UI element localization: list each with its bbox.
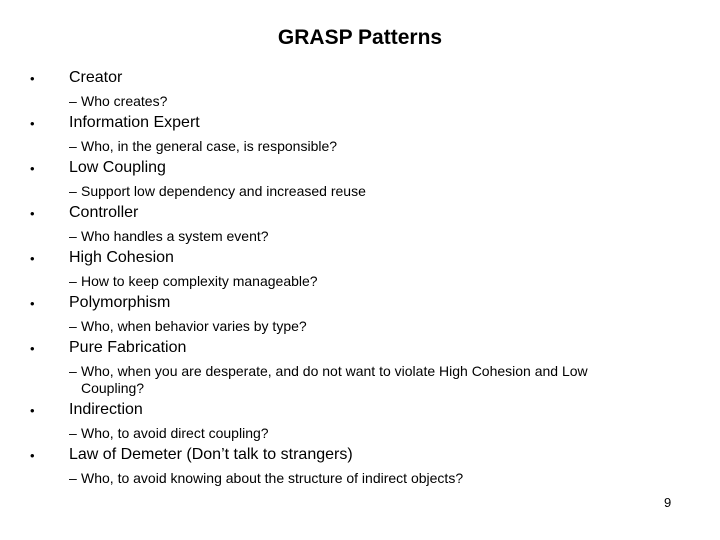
page-number: 9 (664, 495, 672, 510)
item-description: Support low dependency and increased reuse (81, 183, 366, 199)
item-title: Low Coupling (69, 159, 166, 176)
item-description: Who, to avoid direct coupling? (81, 425, 269, 441)
bullet-icon: • (30, 296, 35, 311)
slide-title: GRASP Patterns (277, 26, 443, 49)
bullet-icon: • (30, 71, 35, 86)
item-subtext (69, 470, 641, 487)
dash-icon: – (69, 318, 77, 334)
dash-icon: – (69, 183, 77, 199)
item-title: Information Expert (69, 114, 200, 131)
item-subtext (69, 363, 641, 397)
item-description: Who, when you are desperate, and do not want to violate High Cohesion and Low Coupling? (81, 363, 588, 396)
bullet-icon: • (30, 116, 35, 131)
item-subtext (69, 93, 641, 110)
dash-icon: – (69, 470, 77, 486)
dash-icon: – (69, 138, 77, 154)
item-title: Pure Fabrication (69, 339, 187, 356)
item-title: Law of Demeter (Don’t talk to strangers) (69, 446, 353, 463)
item-subtext (69, 138, 641, 155)
item-subtext (69, 273, 641, 290)
bullet-icon: • (30, 403, 35, 418)
bullet-icon: • (30, 161, 35, 176)
item-description: Who, when behavior varies by type? (81, 318, 307, 334)
item-subtext (69, 228, 641, 245)
item-description: Who, in the general case, is responsible? (81, 138, 338, 154)
bullet-icon: • (30, 448, 35, 463)
bullet-icon: • (30, 341, 35, 356)
item-title: Polymorphism (69, 294, 171, 311)
dash-icon: – (69, 273, 77, 289)
item-subtext (69, 318, 641, 335)
item-subtext (69, 183, 641, 200)
item-description: Who, to avoid knowing about the structure of indirect objects? (81, 470, 464, 486)
bullet-icon: • (30, 251, 35, 266)
item-description: How to keep complexity manageable? (81, 273, 318, 289)
dash-icon: – (69, 228, 77, 244)
item-title: Indirection (69, 401, 143, 418)
item-description: Who creates? (81, 93, 168, 109)
bullet-icon: • (30, 206, 35, 221)
dash-icon: – (69, 425, 77, 441)
item-title: High Cohesion (69, 249, 174, 266)
item-description: Who handles a system event? (81, 228, 269, 244)
item-title: Creator (69, 69, 123, 86)
dash-icon: – (69, 363, 77, 379)
dash-icon: – (69, 93, 77, 109)
item-subtext (69, 425, 641, 442)
item-title: Controller (69, 204, 139, 221)
